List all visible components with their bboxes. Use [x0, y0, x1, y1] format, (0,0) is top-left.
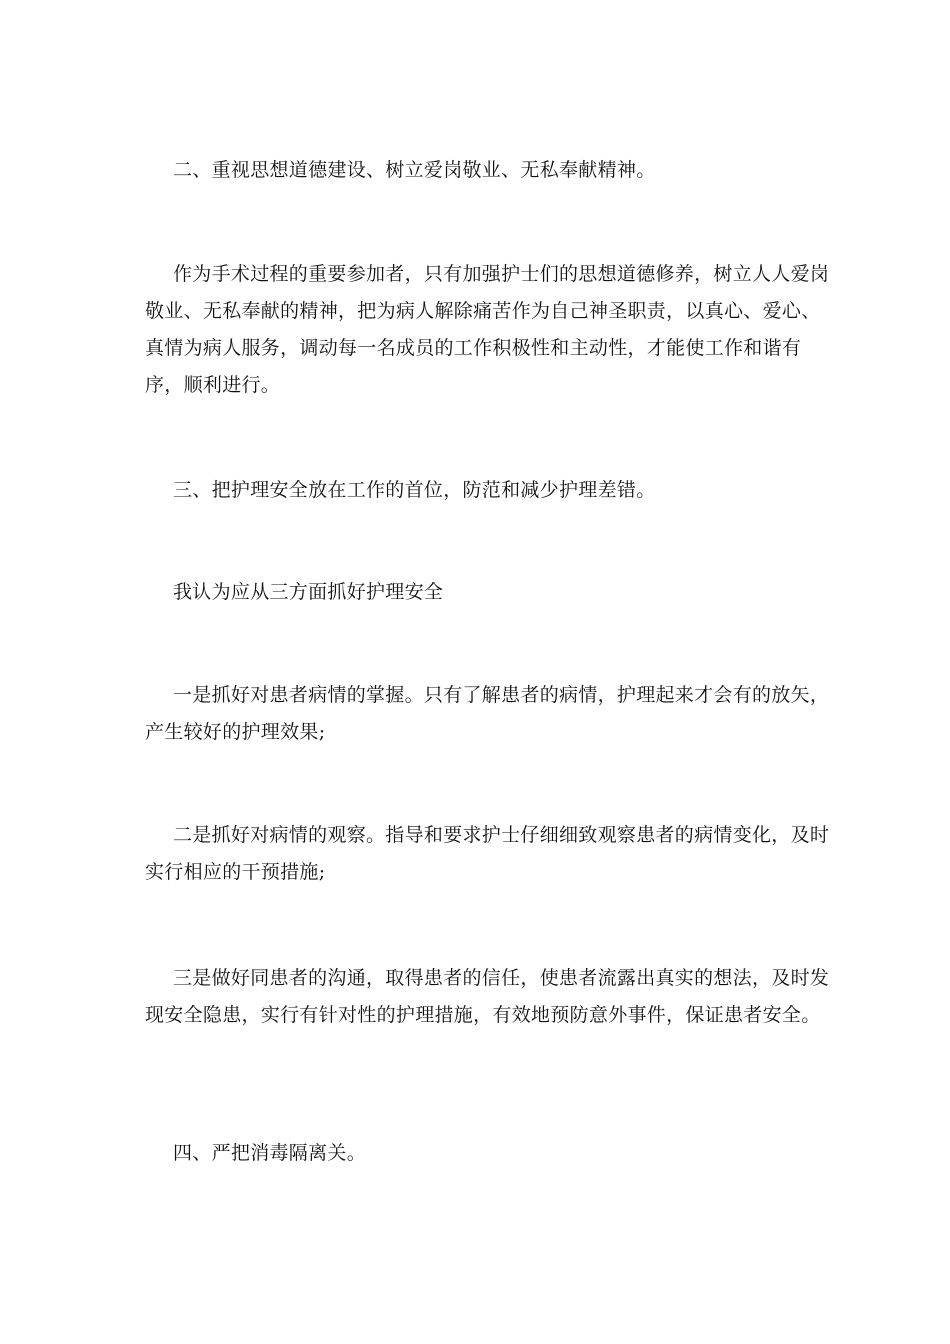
- paragraph-safety-point-3: 三是做好同患者的沟通，取得患者的信任，使患者流露出真实的想法，及时发现安全隐患，实行有针对性的护理措施，有效地预防意外事件，保证患者安全。: [145, 967, 830, 1026]
- section-heading-2: 二、重视思想道德建设、树立爱岗敬业、无私奉献精神。: [173, 159, 656, 181]
- section-heading-3: 三、把护理安全放在工作的首位，防范和减少护理差错。: [173, 479, 656, 501]
- paragraph-safety-intro: 我认为应从三方面抓好护理安全: [173, 581, 444, 603]
- paragraph-safety-point-1: 一是抓好对患者病情的掌握。只有了解患者的病情，护理起来才会有的放矢，产生较好的护理效果;: [145, 684, 830, 743]
- paragraph-safety-point-2: 二是抓好对病情的观察。指导和要求护士仔细细致观察患者的病情变化，及时实行相应的干预措施;: [145, 824, 830, 883]
- paragraph-ethics: 作为手术过程的重要参加者，只有加强护士们的思想道德修养，树立人人爱岗敬业、无私奉献的精神，把为病人解除痛苦作为自己神圣职责，以真心、爱心、真情为病人服务，调动每一名成员的工作积极性和主动性，才能使工作和谐有序，顺利进行。: [145, 263, 830, 396]
- section-heading-4: 四、严把消毒隔离关。: [173, 1142, 367, 1164]
